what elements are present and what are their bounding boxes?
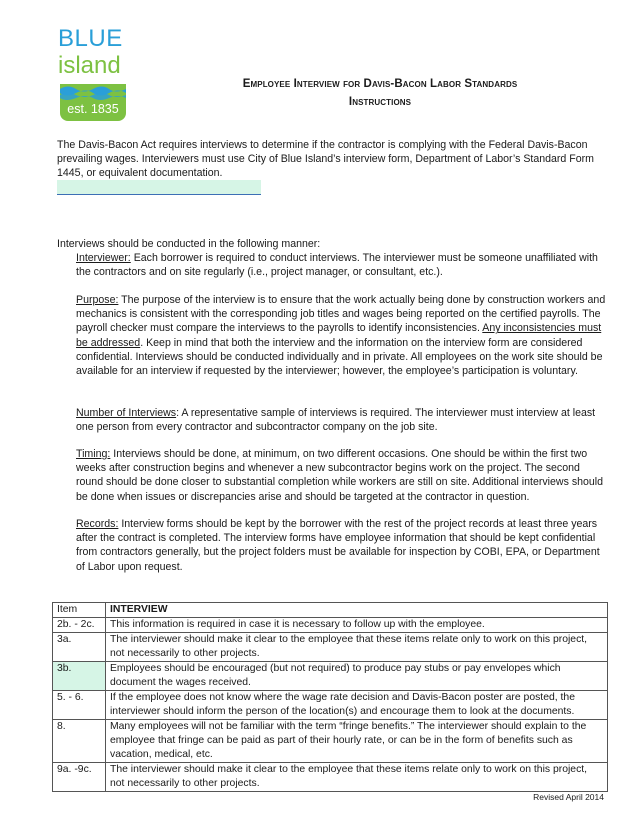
purpose-underlined: Any inconsistencies must be addressed: [76, 322, 602, 349]
row-text: The interviewer should make it clear to the employee that these items relate only to work on this project, not necessarily to other projects.: [106, 633, 608, 662]
row-item: 2b. - 2c.: [53, 618, 106, 633]
row-item: 8.: [53, 720, 106, 763]
records-text: Interview forms should be kept by the borrower with the rest of the project records at least three years after the contract is completed. The interview forms have employee information that should be kept confidential from contractors generally, but the project folders must be available for inspection by COBI, EPA, or Department of Labor upon request.: [76, 518, 600, 573]
purpose-text-b: . Keep in mind that both the interview and the information on the interview form are considered confidential. Interviews should be conducted individually and in private. All employees on the work site should be available for an interview if requested by the interviewer; however, the employee’s participation is voluntary.: [76, 336, 603, 378]
table-row: [53, 618, 608, 633]
table-row: [53, 691, 608, 720]
logo-est-badge: [60, 84, 126, 121]
timing-text: Interviews should be done, at minimum, on two different occasions. One should be within the first two weeks after construction begins and whenever a new subcontractor begins work on the project. The second round should be done closer to substantial completion while workers are still on site. Additional interviews should be done when issues or discrepancies arise and should be targeted at the contractor in question.: [76, 448, 604, 503]
timing-heading: Timing:: [76, 448, 111, 460]
table-row: [53, 720, 608, 763]
intro-paragraph: The Davis-Bacon Act requires interviews to determine if the contractor is complying with the Federal Davis-Bacon prevailing wages. Interviewers must use City of Blue Island’s interview form, Department of Labor’s Standard Form 1445, or equivalent documentation.: [57, 139, 594, 180]
table-row: [53, 763, 608, 792]
purpose-section: [76, 293, 606, 378]
row-text: Many employees will not be familiar with the term “fringe benefits.” The interviewer should explain to the employee that fringe can be paid as part of their hourly rate, or can be in the form of benefits such as vacation, medical, etc.: [106, 720, 608, 763]
timing-section: [76, 447, 606, 504]
header-item: Item: [53, 603, 106, 618]
number-text: : A representative sample of interviews is required. The interviewer must interview at least one person from every contractor and subcontractor company on the job site.: [76, 407, 596, 434]
number-section: [76, 406, 606, 434]
title-line-2: Instructions: [348, 96, 412, 108]
manner-lead: Interviews should be conducted in the following manner:: [57, 238, 321, 250]
number-heading: Number of Interviews: [76, 407, 177, 419]
header-interview: INTERVIEW: [106, 603, 608, 618]
row-text: The interviewer should make it clear to the employee that these items relate only to work on this project, not necessarily to other projects.: [106, 763, 608, 792]
table-row: [53, 662, 608, 691]
logo-blue-text: BLUE: [58, 25, 123, 52]
interviewer-text: Each borrower is required to conduct interviews. The interviewer must be someone unaffiliated with the contractors and on site regularly (i.e., project manager, or consultant, etc.).: [76, 252, 598, 279]
table-header-row: [53, 603, 608, 618]
row-text: This information is required in case it is necessary to follow up with the employee.: [106, 618, 608, 633]
records-heading: Records:: [76, 518, 119, 530]
row-item: 3b.: [53, 662, 106, 691]
purpose-heading: Purpose:: [76, 294, 119, 306]
title-line-1: Employee Interview for Davis-Bacon Labor Standards: [242, 78, 518, 90]
logo-island-text: island: [58, 52, 121, 79]
page-title: [180, 78, 580, 90]
row-item: 9a. -9c.: [53, 763, 106, 792]
highlighted-blank-field: [57, 180, 261, 195]
row-item: 3a.: [53, 633, 106, 662]
row-text: Employees should be encouraged (but not required) to produce pay stubs or pay envelopes which document the wages received.: [106, 662, 608, 691]
purpose-text-a: The purpose of the interview is to ensure that the work actually being done by construction workers and mechanics is consistent with the corresponding job titles and wages being reported on the certified payrolls. The payroll checker must compare the interviews to the payrolls to identify inconsistencies.: [76, 294, 606, 335]
row-text: If the employee does not know where the wage rate decision and Davis-Bacon poster are posted, the interviewer should inform the person of the location(s) and encourage them to look at the documents.: [106, 691, 608, 720]
blue-island-logo: [58, 26, 128, 122]
interview-items-table: [52, 602, 608, 792]
logo-est-text: est. 1835: [67, 102, 119, 116]
interviewer-heading: Interviewer:: [76, 252, 131, 264]
interviewer-section: [76, 251, 606, 279]
row-item: 5. - 6.: [53, 691, 106, 720]
records-section: [76, 517, 606, 574]
page-subtitle: [180, 96, 580, 108]
table-row: [53, 633, 608, 662]
revised-date: Revised April 2014: [533, 792, 604, 802]
